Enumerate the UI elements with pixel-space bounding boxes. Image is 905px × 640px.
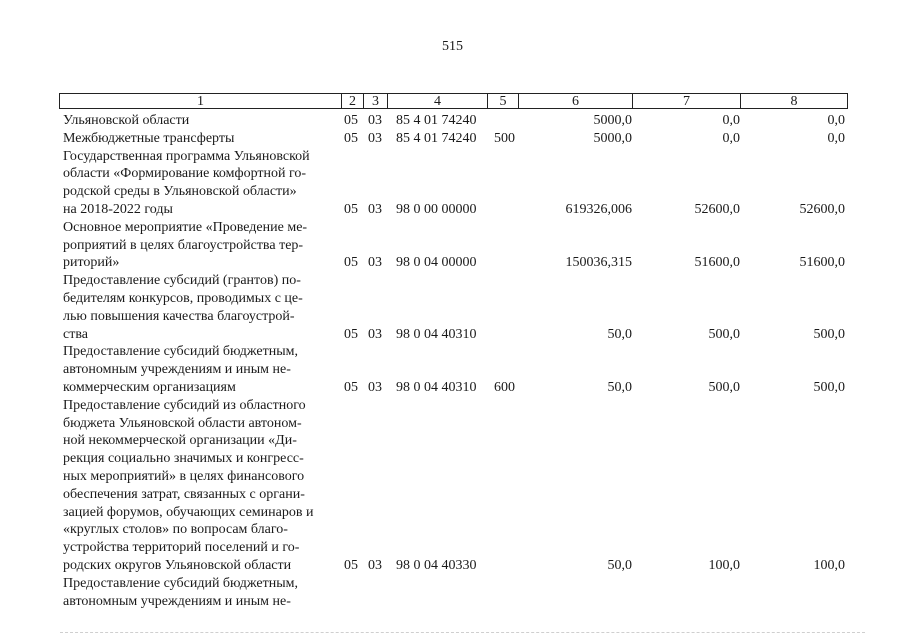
row-amount-col8: 52600,0 — [799, 201, 845, 217]
row-amount-col7: 500,0 — [708, 379, 740, 395]
row-label-line: ной некоммерческой организации «Ди- — [63, 433, 297, 449]
page-number: 515 — [442, 39, 463, 54]
row-amount-col6: 50,0 — [607, 557, 632, 573]
row-amount-col7: 51600,0 — [694, 255, 740, 271]
row-label — [63, 148, 337, 219]
row-label — [63, 130, 337, 148]
row-subsection-code: 03 — [368, 130, 382, 146]
row-expense-type: 500 — [494, 130, 515, 146]
row-label-line: автономным учреждениям и иным не- — [63, 362, 291, 378]
row-target-article: 98 0 04 00000 — [396, 255, 477, 271]
row-target-article: 98 0 04 40310 — [396, 326, 477, 342]
row-subsection-code: 03 — [368, 201, 382, 217]
row-label-line: коммерческим организациям — [63, 379, 236, 395]
row-label-line: «круглых столов» по вопросам благо- — [63, 522, 288, 538]
row-label-line: бедителям конкурсов, проводимых с це- — [63, 290, 303, 306]
row-label-line: Предоставление субсидий бюджетным, — [63, 575, 299, 591]
row-amount-col6: 150036,315 — [565, 255, 632, 271]
row-amount-col8: 500,0 — [813, 326, 845, 342]
table-row — [0, 112, 905, 130]
row-section-code: 05 — [344, 379, 358, 395]
row-label-line: Предоставление субсидий бюджетным, — [63, 344, 299, 360]
row-label-line: Предоставление субсидий (грантов) по- — [63, 273, 301, 289]
column-header-5: 5 — [487, 93, 519, 109]
row-label-line: бюджета Ульяновской области автоном- — [63, 415, 302, 431]
row-amount-col7: 500,0 — [708, 326, 740, 342]
row-label-line: автономным учреждениям и иным не- — [63, 593, 291, 609]
row-section-code: 05 — [344, 201, 358, 217]
row-label — [63, 112, 337, 130]
column-header-3: 3 — [363, 93, 388, 109]
row-label-line: Межбюджетные трансферты — [63, 130, 235, 146]
scan-edge — [60, 632, 865, 634]
row-amount-col7: 52600,0 — [694, 201, 740, 217]
row-amount-col8: 0,0 — [827, 113, 845, 128]
row-section-code: 05 — [344, 113, 358, 128]
row-label-line: ства — [63, 326, 88, 342]
row-label — [63, 219, 337, 272]
row-target-article: 98 0 00 00000 — [396, 201, 477, 217]
column-header-1: 1 — [59, 93, 342, 109]
row-amount-col8: 100,0 — [813, 557, 845, 573]
table-row — [0, 575, 905, 611]
row-label-line: устройства территорий поселений и го- — [63, 540, 300, 556]
row-section-code: 05 — [344, 326, 358, 342]
table-header — [0, 93, 905, 110]
table-row — [0, 148, 905, 219]
row-section-code: 05 — [344, 557, 358, 573]
row-amount-col7: 0,0 — [722, 130, 740, 146]
row-label-line: риторий» — [63, 255, 120, 271]
column-header-2: 2 — [341, 93, 364, 109]
table-body — [0, 112, 905, 610]
row-label-line: обеспечения затрат, связанных с органи- — [63, 486, 305, 502]
row-subsection-code: 03 — [368, 113, 382, 128]
row-label — [63, 343, 337, 396]
row-label — [63, 397, 337, 575]
column-header-4: 4 — [387, 93, 488, 109]
row-target-article: 98 0 04 40330 — [396, 557, 477, 573]
row-target-article: 85 4 01 74240 — [396, 130, 477, 146]
row-label-line: роприятий в целях благоустройства тер- — [63, 237, 304, 253]
row-label-line: Основное мероприятие «Проведение ме- — [63, 219, 308, 235]
row-label — [63, 272, 337, 343]
row-amount-col8: 51600,0 — [799, 255, 845, 271]
row-amount-col6: 5000,0 — [593, 130, 632, 146]
row-expense-type: 600 — [494, 379, 515, 395]
row-label-line: родской среды в Ульяновской области» — [63, 184, 297, 200]
row-label-line: ных мероприятий» в целях финансового — [63, 468, 305, 484]
row-label-line: Ульяновской области — [63, 113, 190, 128]
table-row — [0, 272, 905, 343]
row-label-line: лью повышения качества благоустрой- — [63, 308, 295, 324]
table-row — [0, 219, 905, 272]
row-amount-col7: 0,0 — [722, 113, 740, 128]
column-header-8: 8 — [740, 93, 848, 109]
row-target-article: 85 4 01 74240 — [396, 113, 477, 128]
table-row — [0, 397, 905, 575]
row-section-code: 05 — [344, 255, 358, 271]
table-row — [0, 130, 905, 148]
row-amount-col8: 0,0 — [827, 130, 845, 146]
row-label-line: на 2018-2022 годы — [63, 201, 173, 217]
row-label-line: рекция социально значимых и конгресс- — [63, 451, 304, 467]
row-label-line: Предоставление субсидий из областного — [63, 397, 306, 413]
row-target-article: 98 0 04 40310 — [396, 379, 477, 395]
row-label-line: родских округов Ульяновской области — [63, 557, 292, 573]
row-amount-col8: 500,0 — [813, 379, 845, 395]
table-row — [0, 343, 905, 396]
row-amount-col6: 50,0 — [607, 326, 632, 342]
row-amount-col6: 619326,006 — [565, 201, 632, 217]
row-amount-col6: 5000,0 — [593, 113, 632, 128]
row-amount-col7: 100,0 — [708, 557, 740, 573]
row-subsection-code: 03 — [368, 379, 382, 395]
row-subsection-code: 03 — [368, 255, 382, 271]
row-subsection-code: 03 — [368, 557, 382, 573]
column-header-7: 7 — [632, 93, 741, 109]
row-subsection-code: 03 — [368, 326, 382, 342]
row-label-line: области «Формирование комфортной го- — [63, 166, 307, 182]
column-header-6: 6 — [518, 93, 633, 109]
row-section-code: 05 — [344, 130, 358, 146]
row-label-line: зацией форумов, обучающих семинаров и — [63, 504, 314, 520]
row-label — [63, 575, 337, 611]
row-label-line: Государственная программа Ульяновской — [63, 148, 310, 164]
row-amount-col6: 50,0 — [607, 379, 632, 395]
